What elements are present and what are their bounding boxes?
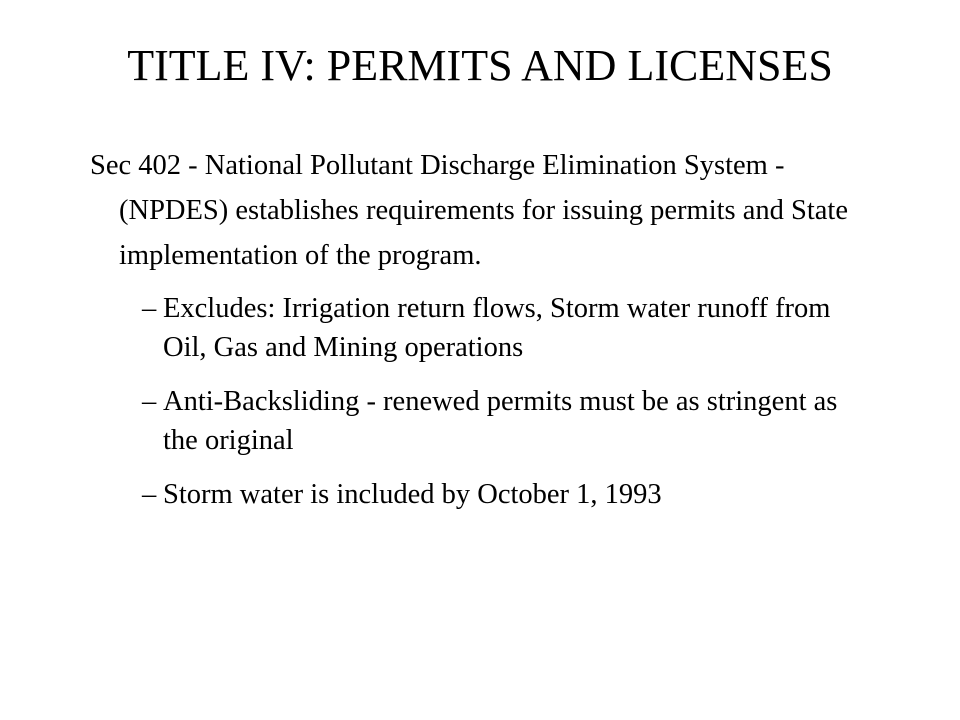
- slide-body: [90, 143, 870, 529]
- sub-point-text: Excludes: Irrigation return flows, Storm water runoff from Oil, Gas and Mining operations: [163, 293, 831, 363]
- dash-bullet: –: [142, 386, 157, 417]
- sub-point: [90, 382, 870, 460]
- sub-point: [90, 289, 870, 367]
- dash-bullet: –: [142, 293, 157, 324]
- sub-point-text: Storm water is included by October 1, 1993: [163, 479, 662, 510]
- sub-point: [90, 475, 870, 514]
- slide-title: TITLE IV: PERMITS AND LICENSES: [127, 41, 833, 90]
- sub-point-list: [90, 289, 870, 514]
- main-point: Sec 402 - National Pollutant Discharge Elimination System - (NPDES) establishes requirements for issuing permits and State implementation of the program.: [90, 150, 849, 271]
- dash-bullet: –: [142, 479, 157, 510]
- sub-point-text: Anti-Backsliding - renewed permits must be as stringent as the original: [163, 386, 838, 456]
